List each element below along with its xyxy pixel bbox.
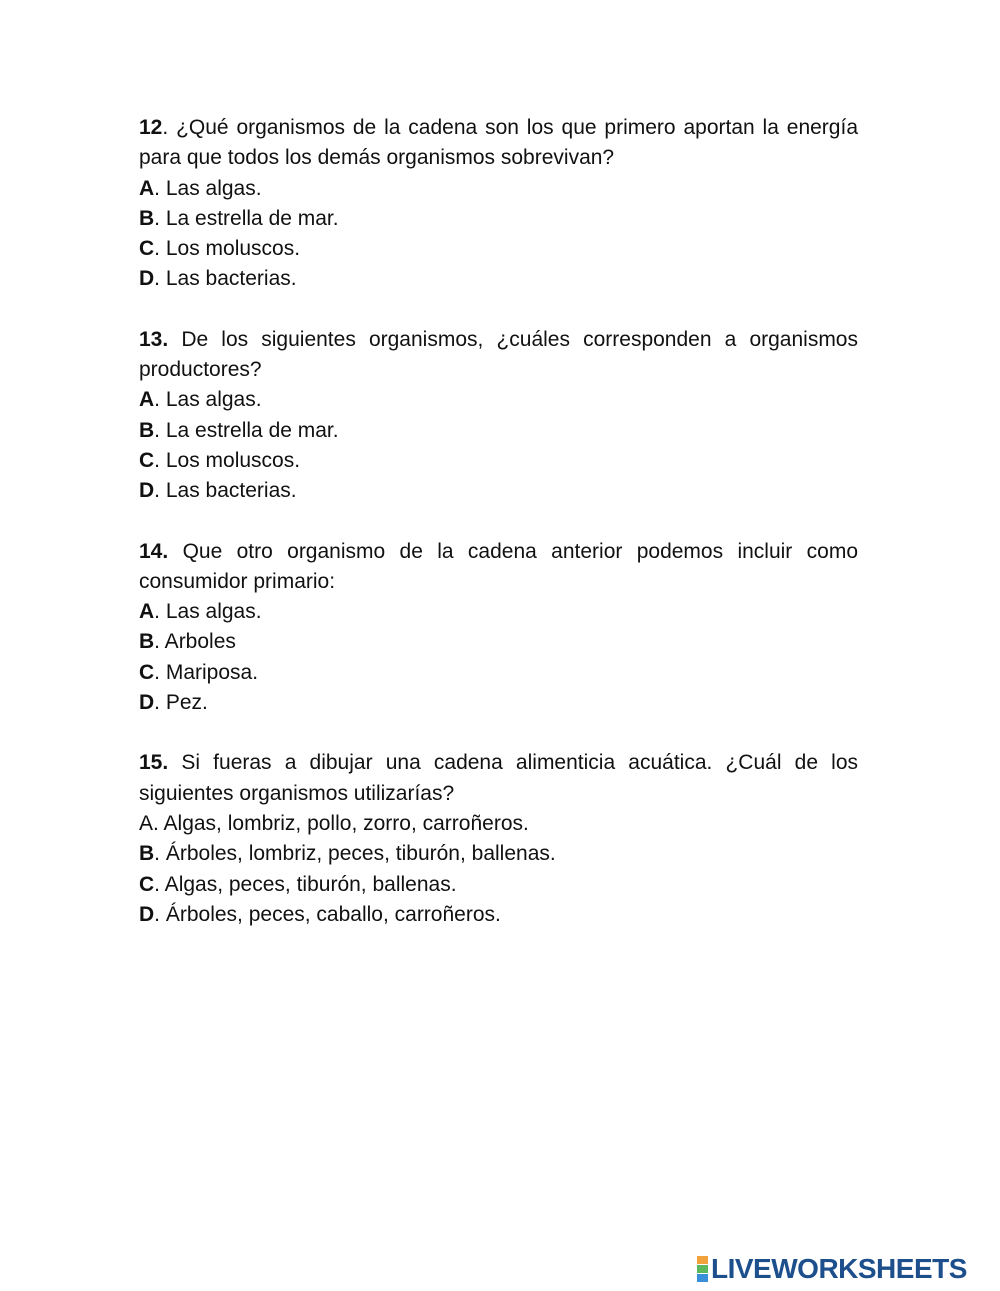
option-letter: D xyxy=(139,902,155,926)
answer-option[interactable] xyxy=(139,264,858,294)
answer-option[interactable] xyxy=(139,900,858,930)
liveworksheets-branding[interactable] xyxy=(697,1254,967,1284)
question-14 xyxy=(139,537,858,719)
option-letter: C xyxy=(139,660,155,684)
option-letter: D xyxy=(139,691,155,715)
option-text: . Las bacterias. xyxy=(154,479,297,503)
liveworksheets-wordmark: LIVEWORKSHEETS xyxy=(711,1253,967,1284)
question-12 xyxy=(139,113,858,295)
answer-option[interactable] xyxy=(139,385,858,415)
liveworksheets-logo-icon xyxy=(697,1256,708,1282)
answer-option[interactable] xyxy=(139,446,858,476)
question-prompt: Que otro organismo de la cadena anterior podemos incluir como consumidor primario: xyxy=(139,539,859,593)
question-number: 14. xyxy=(139,539,169,563)
answer-options xyxy=(139,809,858,930)
question-prompt: De los siguientes organismos, ¿cuáles corresponden a organismos productores? xyxy=(139,327,858,382)
option-text: . Mariposa. xyxy=(154,660,259,684)
question-text xyxy=(139,325,858,386)
question-separator xyxy=(168,540,182,563)
option-text: . Algas, peces, tiburón, ballenas. xyxy=(154,872,457,896)
option-letter: C xyxy=(139,872,155,896)
question-text xyxy=(139,748,858,809)
answer-option[interactable] xyxy=(139,204,858,234)
option-letter: D xyxy=(139,479,155,503)
option-letter: B xyxy=(139,206,155,230)
option-text: . Arboles xyxy=(154,630,236,654)
answer-option[interactable] xyxy=(139,416,858,446)
answer-option[interactable] xyxy=(139,234,858,264)
option-letter: B xyxy=(139,418,155,442)
option-text: . Árboles, peces, caballo, carroñeros. xyxy=(154,902,501,926)
option-letter: D xyxy=(139,267,155,291)
option-text: . Las algas. xyxy=(154,176,262,200)
answer-option[interactable] xyxy=(139,658,858,688)
question-separator xyxy=(168,751,181,774)
question-prompt: ¿Qué organismos de la cadena son los que primero aportan la energía para que todos los demás organismos sobrevivan? xyxy=(139,116,858,170)
question-number: 13. xyxy=(139,327,169,351)
question-separator xyxy=(168,328,181,351)
answer-option[interactable] xyxy=(139,870,858,900)
option-letter: C xyxy=(139,237,155,261)
answer-option[interactable] xyxy=(139,174,858,204)
option-letter: B xyxy=(139,842,155,866)
option-letter: A xyxy=(139,600,155,624)
answer-option[interactable] xyxy=(139,597,858,627)
option-text: . La estrella de mar. xyxy=(154,418,339,442)
question-number: 12 xyxy=(139,116,163,139)
question-13 xyxy=(139,325,858,507)
answer-option[interactable] xyxy=(139,627,858,657)
option-text: . Pez. xyxy=(154,691,208,715)
option-text: . Árboles, lombriz, peces, tiburón, ballenas. xyxy=(154,842,556,866)
answer-options xyxy=(139,597,858,718)
worksheet-content xyxy=(139,113,858,960)
answer-options xyxy=(139,174,858,295)
option-letter: C xyxy=(139,448,155,472)
answer-option[interactable] xyxy=(139,839,858,869)
option-letter: B xyxy=(139,630,155,654)
option-letter: A xyxy=(139,388,155,412)
option-text: . Las algas. xyxy=(154,600,262,624)
answer-option[interactable] xyxy=(139,688,858,718)
option-text: . Las algas. xyxy=(154,388,262,412)
answer-option[interactable] xyxy=(139,476,858,506)
question-separator: . xyxy=(162,116,177,139)
option-text: . Algas, lombriz, pollo, zorro, carroñeros. xyxy=(153,811,529,835)
question-number: 15. xyxy=(139,751,169,775)
question-15 xyxy=(139,748,858,930)
question-prompt: Si fueras a dibujar una cadena alimenticia acuática. ¿Cuál de los siguientes organismos utilizarías? xyxy=(139,751,858,805)
option-letter: A xyxy=(139,811,154,835)
option-letter: A xyxy=(139,176,155,200)
option-text: . Los moluscos. xyxy=(154,237,301,261)
option-text: . La estrella de mar. xyxy=(154,206,339,230)
answer-option[interactable] xyxy=(139,809,858,839)
answer-options xyxy=(139,385,858,506)
option-text: . Las bacterias. xyxy=(154,267,297,291)
option-text: . Los moluscos. xyxy=(154,448,301,472)
question-text xyxy=(139,113,858,174)
question-text xyxy=(139,537,858,598)
